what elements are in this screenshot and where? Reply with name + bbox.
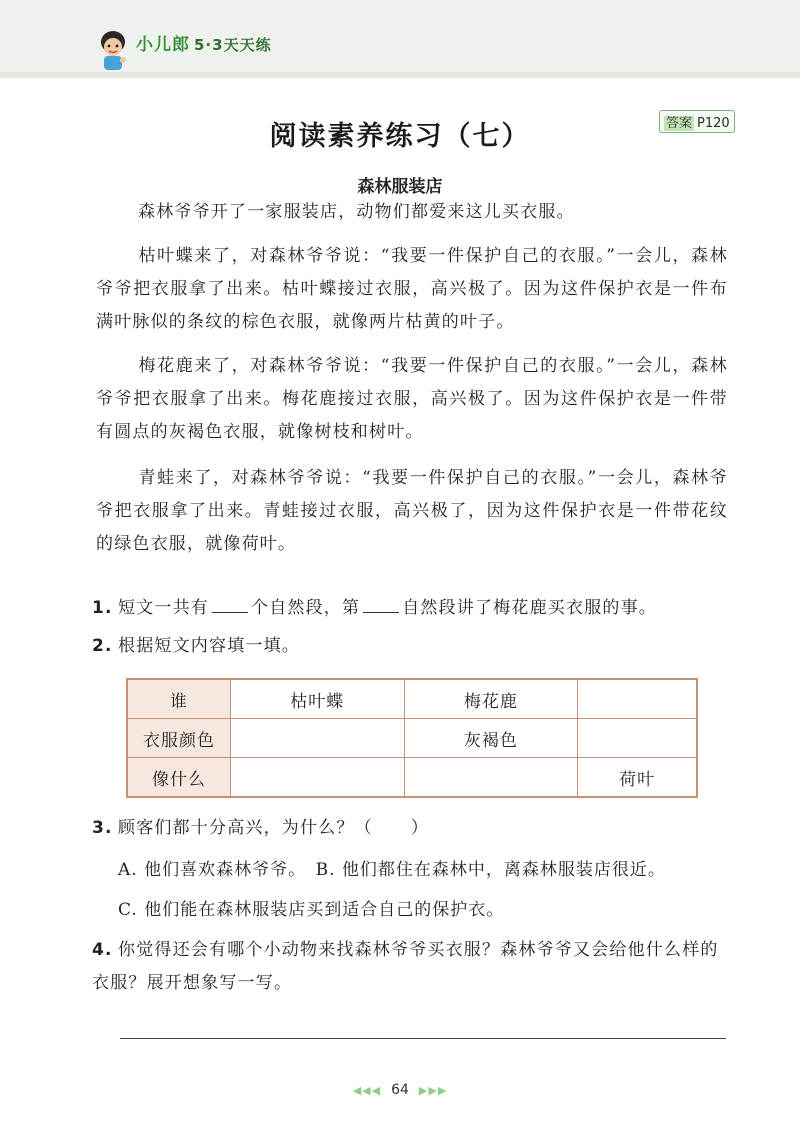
answer-writing-line[interactable]	[120, 1038, 726, 1039]
question-text: 你觉得还会有哪个小动物来找森林爷爷买衣服？森林爷爷又会给他什么样的衣服？展开想象写一写。	[92, 940, 719, 993]
answer-label: 答案	[666, 116, 693, 131]
answer-page: P120	[697, 116, 730, 131]
question-text: 根据短文内容填一填。	[118, 636, 300, 656]
answer-reference	[659, 110, 735, 133]
table-cell[interactable]	[231, 719, 405, 758]
answer-blank[interactable]	[363, 598, 399, 613]
paragraph-text: 森林爷爷开了一家服装店，动物们都爱来这儿买衣服。	[138, 202, 575, 222]
right-arrows-icon: ▶▶▶	[418, 1084, 448, 1097]
story-paragraph-2	[96, 240, 728, 339]
question-2	[92, 630, 732, 663]
brand-logo	[136, 30, 272, 55]
page-footer	[0, 1082, 800, 1098]
question-text: 个自然段，第	[251, 598, 361, 618]
left-arrows-icon: ◀◀◀	[352, 1084, 382, 1097]
question-text: 顾客们都十分高兴，为什么？（	[118, 818, 373, 838]
question-1	[92, 592, 732, 625]
table-header-cell: 谁	[128, 680, 231, 719]
page-title: 阅读素养练习（七）	[269, 121, 531, 152]
answer-blank[interactable]	[212, 598, 248, 613]
table-header-cell: 衣服颜色	[128, 719, 231, 758]
table-cell[interactable]	[578, 719, 697, 758]
question-number: 3.	[92, 818, 113, 838]
table-row	[128, 719, 697, 758]
brand-name: 小儿郎	[136, 35, 190, 55]
boy-mascot-icon	[96, 28, 130, 72]
table-header-cell: 像什么	[128, 758, 231, 797]
table-row	[128, 758, 697, 797]
story-paragraph-4	[96, 462, 728, 561]
story-paragraph-1	[96, 196, 728, 229]
story-title: 森林服装店	[357, 177, 443, 197]
question-4	[92, 934, 732, 1000]
table-cell[interactable]	[578, 680, 697, 719]
table-cell[interactable]: 梅花鹿	[404, 680, 578, 719]
table-cell[interactable]: 枯叶蝶	[231, 680, 405, 719]
question-3-option-c: C. 他们能在森林服装店买到适合自己的保护衣。	[118, 900, 505, 920]
question-text: ）	[410, 818, 430, 838]
fill-in-table	[126, 678, 698, 798]
table-cell[interactable]	[231, 758, 405, 797]
question-3	[92, 812, 732, 845]
question-text: 短文一共有	[118, 598, 209, 618]
question-3-options-ab: A. 他们喜欢森林爷爷。 B. 他们都住在森林中，离森林服装店很近。	[118, 860, 666, 880]
paragraph-text: 枯叶蝶来了，对森林爷爷说：“我要一件保护自己的衣服。”一会儿，森林爷爷把衣服拿了出来。枯叶蝶接过衣服，高兴极了。因为这件保护衣是一件布满叶脉似的条纹的棕色衣服，就像两片枯黄的叶子。	[96, 246, 728, 332]
series-name: 5·3天天练	[194, 36, 272, 54]
table-row	[128, 680, 697, 719]
table-cell[interactable]	[404, 758, 578, 797]
question-text: 自然段讲了梅花鹿买衣服的事。	[402, 598, 658, 618]
paragraph-text: 青蛙来了，对森林爷爷说：“我要一件保护自己的衣服。”一会儿，森林爷爷把衣服拿了出来。青蛙接过衣服，高兴极了，因为这件保护衣是一件带花纹的绿色衣服，就像荷叶。	[96, 468, 728, 554]
question-number: 1.	[92, 598, 113, 618]
story-paragraph-3	[96, 350, 728, 449]
paragraph-text: 梅花鹿来了，对森林爷爷说：“我要一件保护自己的衣服。”一会儿，森林爷爷把衣服拿了出来。梅花鹿接过衣服，高兴极了。因为这件保护衣是一件带有圆点的灰褐色衣服，就像树枝和树叶。	[96, 356, 728, 442]
table-cell[interactable]: 灰褐色	[404, 719, 578, 758]
table-cell[interactable]: 荷叶	[578, 758, 697, 797]
question-number: 2.	[92, 636, 113, 656]
question-number: 4.	[92, 940, 113, 960]
page-number: 64	[391, 1082, 409, 1098]
